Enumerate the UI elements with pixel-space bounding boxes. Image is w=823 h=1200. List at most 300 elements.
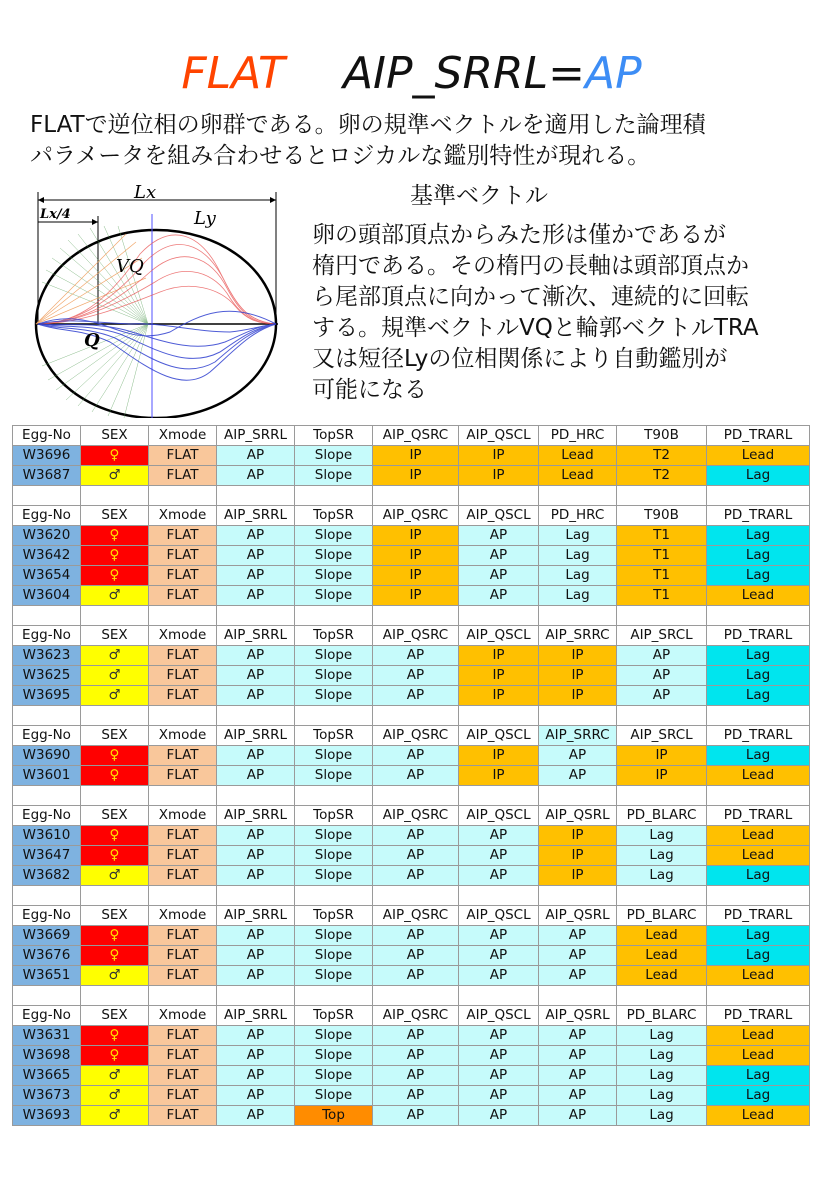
table-cell: Lag: [617, 826, 707, 846]
table-cell: Lag: [539, 526, 617, 546]
table-cell: FLAT: [149, 1026, 217, 1046]
egg-classification-table: [12, 425, 810, 1126]
table-cell: T1: [617, 566, 707, 586]
header-cell: AIP_SRRL: [217, 506, 295, 526]
sex-cell: ♀: [81, 746, 149, 766]
table-header-row: [13, 1006, 810, 1026]
table-cell: Lag: [707, 546, 810, 566]
table-row: [13, 546, 810, 566]
table-cell: Lag: [707, 926, 810, 946]
table-cell: FLAT: [149, 966, 217, 986]
table-cell: Lead: [707, 966, 810, 986]
egg-number-cell: W3625: [13, 666, 81, 686]
table-spacer: [13, 706, 810, 726]
table-cell: AP: [217, 746, 295, 766]
header-cell: AIP_SRRL: [217, 1006, 295, 1026]
table-cell: FLAT: [149, 526, 217, 546]
table-cell: FLAT: [149, 1066, 217, 1086]
vector-line: 卵の頭部頂点からみた形は僅かであるが: [312, 222, 726, 248]
table-row: [13, 666, 810, 686]
table-row: [13, 566, 810, 586]
header-cell: Egg-No: [13, 626, 81, 646]
sex-cell: ♀: [81, 446, 149, 466]
table-cell: Lag: [617, 1046, 707, 1066]
sex-cell: ♀: [81, 926, 149, 946]
header-cell: AIP_SRCL: [617, 726, 707, 746]
table-cell: FLAT: [149, 746, 217, 766]
sex-cell: ♀: [81, 846, 149, 866]
table-cell: IP: [539, 666, 617, 686]
table-cell: Slope: [295, 546, 373, 566]
table-cell: AP: [459, 526, 539, 546]
table-cell: Slope: [295, 866, 373, 886]
header-cell: PD_HRC: [539, 506, 617, 526]
sex-cell: ♀: [81, 546, 149, 566]
header-cell: AIP_SRRL: [217, 726, 295, 746]
header-cell: AIP_QSCL: [459, 506, 539, 526]
table-cell: Lag: [707, 566, 810, 586]
vector-line: 又は短径Lyの位相関係により自動鑑別が: [312, 346, 728, 372]
table-cell: AP: [539, 746, 617, 766]
table-cell: Lag: [617, 1066, 707, 1086]
table-cell: IP: [539, 646, 617, 666]
header-cell: AIP_QSCL: [459, 626, 539, 646]
egg-number-cell: W3695: [13, 686, 81, 706]
egg-number-cell: W3654: [13, 566, 81, 586]
table-cell: Slope: [295, 1046, 373, 1066]
header-cell: TopSR: [295, 626, 373, 646]
table-cell: AP: [373, 1106, 459, 1126]
table-cell: AP: [217, 1066, 295, 1086]
intro-line: FLATで逆位相の卵群である。卵の規準ベクトルを適用した論理積: [30, 112, 706, 138]
table-cell: IP: [617, 766, 707, 786]
table-cell: IP: [459, 686, 539, 706]
sex-cell: ♂: [81, 646, 149, 666]
table-cell: AP: [373, 826, 459, 846]
header-cell: SEX: [81, 906, 149, 926]
table-cell: FLAT: [149, 546, 217, 566]
table-cell: AP: [217, 1026, 295, 1046]
table-cell: AP: [217, 946, 295, 966]
table-cell: Lead: [707, 826, 810, 846]
table-cell: AP: [217, 766, 295, 786]
sex-cell: ♀: [81, 826, 149, 846]
header-cell: TopSR: [295, 1006, 373, 1026]
table-cell: Lead: [707, 1026, 810, 1046]
table-header-row: [13, 806, 810, 826]
header-cell: TopSR: [295, 906, 373, 926]
table-row: [13, 1106, 810, 1126]
header-cell: T90B: [617, 426, 707, 446]
table-cell: T1: [617, 546, 707, 566]
table-cell: Slope: [295, 1086, 373, 1106]
sex-cell: ♂: [81, 666, 149, 686]
table-cell: AP: [459, 546, 539, 566]
title-aip-srrl: AIP_SRRL=: [342, 48, 586, 99]
table-cell: Slope: [295, 526, 373, 546]
table-cell: IP: [459, 746, 539, 766]
header-cell: Xmode: [149, 906, 217, 926]
table-cell: AP: [217, 446, 295, 466]
diagram-label-q: Q: [84, 330, 100, 351]
table-cell: Lag: [617, 846, 707, 866]
table-cell: IP: [373, 446, 459, 466]
table-cell: AP: [539, 1026, 617, 1046]
egg-number-cell: W3687: [13, 466, 81, 486]
table-cell: FLAT: [149, 866, 217, 886]
table-row: [13, 686, 810, 706]
table-row: [13, 946, 810, 966]
header-cell: PD_TRARL: [707, 726, 810, 746]
header-cell: Xmode: [149, 506, 217, 526]
header-cell: AIP_QSCL: [459, 726, 539, 746]
table-cell: IP: [459, 646, 539, 666]
table-cell: Lag: [707, 466, 810, 486]
table-cell: AP: [459, 586, 539, 606]
table-cell: FLAT: [149, 846, 217, 866]
table-cell: AP: [459, 1106, 539, 1126]
table-header-row: [13, 906, 810, 926]
table-cell: AP: [539, 766, 617, 786]
table-cell: T1: [617, 586, 707, 606]
header-cell: AIP_QSRC: [373, 626, 459, 646]
table-cell: Lead: [707, 846, 810, 866]
header-cell: Xmode: [149, 806, 217, 826]
table-cell: AP: [217, 466, 295, 486]
header-cell: AIP_QSCL: [459, 906, 539, 926]
table-cell: Slope: [295, 686, 373, 706]
diagram-label-ly: Ly: [194, 208, 216, 229]
table-header-row: [13, 726, 810, 746]
table-cell: Lag: [707, 686, 810, 706]
header-cell: PD_BLARC: [617, 906, 707, 926]
sex-cell: ♂: [81, 1086, 149, 1106]
table-cell: AP: [373, 1066, 459, 1086]
table-cell: AP: [539, 966, 617, 986]
table-cell: AP: [539, 1066, 617, 1086]
sex-cell: ♂: [81, 466, 149, 486]
table-cell: AP: [459, 966, 539, 986]
table-cell: AP: [373, 946, 459, 966]
table-cell: FLAT: [149, 686, 217, 706]
header-cell: PD_TRARL: [707, 906, 810, 926]
table-cell: AP: [217, 686, 295, 706]
header-cell: AIP_SRRL: [217, 626, 295, 646]
table-cell: AP: [217, 1106, 295, 1126]
sex-cell: ♂: [81, 966, 149, 986]
header-cell: SEX: [81, 426, 149, 446]
header-cell: AIP_SRRL: [217, 426, 295, 446]
header-cell: AIP_QSRC: [373, 906, 459, 926]
table-cell: IP: [373, 466, 459, 486]
egg-vector-diagram: [30, 182, 292, 418]
table-cell: IP: [459, 666, 539, 686]
table-row: [13, 586, 810, 606]
table-cell: FLAT: [149, 466, 217, 486]
title-flat: FLAT: [181, 48, 285, 99]
table-cell: Lead: [539, 446, 617, 466]
table-cell: Slope: [295, 646, 373, 666]
table-cell: AP: [373, 1046, 459, 1066]
header-cell: AIP_QSRC: [373, 506, 459, 526]
table-spacer: [13, 986, 810, 1006]
table-row: [13, 926, 810, 946]
table-cell: AP: [539, 926, 617, 946]
table-cell: IP: [539, 826, 617, 846]
table-cell: AP: [217, 926, 295, 946]
table-cell: AP: [373, 646, 459, 666]
table-cell: AP: [217, 666, 295, 686]
sex-cell: ♀: [81, 946, 149, 966]
vector-line: ら尾部頂点に向かって漸次、連続的に回転: [312, 284, 749, 310]
header-cell: AIP_QSCL: [459, 426, 539, 446]
table-cell: Lead: [707, 766, 810, 786]
table-cell: AP: [459, 566, 539, 586]
table-row: [13, 966, 810, 986]
egg-number-cell: W3601: [13, 766, 81, 786]
table-row: [13, 766, 810, 786]
header-cell: Egg-No: [13, 906, 81, 926]
intro-line: パラメータを組み合わせるとロジカルな鑑別特性が現れる。: [30, 143, 651, 169]
table-cell: AP: [459, 826, 539, 846]
header-cell: PD_TRARL: [707, 626, 810, 646]
vector-section-title: 基準ベクトル: [410, 183, 548, 209]
table-cell: Lag: [617, 1086, 707, 1106]
table-cell: Slope: [295, 966, 373, 986]
header-cell: Xmode: [149, 426, 217, 446]
header-cell: AIP_QSRC: [373, 426, 459, 446]
table-row: [13, 1026, 810, 1046]
table-cell: FLAT: [149, 646, 217, 666]
table-cell: AP: [373, 686, 459, 706]
sex-cell: ♂: [81, 1066, 149, 1086]
table-cell: AP: [373, 746, 459, 766]
table-cell: AP: [217, 586, 295, 606]
table-cell: AP: [217, 646, 295, 666]
table-spacer: [13, 886, 810, 906]
table-row: [13, 466, 810, 486]
table-cell: IP: [373, 586, 459, 606]
diagram-label-lx: Lx: [134, 182, 157, 203]
table-cell: AP: [373, 926, 459, 946]
table-cell: FLAT: [149, 666, 217, 686]
table-cell: Slope: [295, 1026, 373, 1046]
table-cell: AP: [373, 666, 459, 686]
egg-number-cell: W3673: [13, 1086, 81, 1106]
egg-number-cell: W3623: [13, 646, 81, 666]
table-cell: Lead: [707, 1106, 810, 1126]
table-cell: AP: [373, 1026, 459, 1046]
table-cell: IP: [373, 546, 459, 566]
sex-cell: ♀: [81, 1026, 149, 1046]
diagram-label-vq: VQ: [116, 256, 144, 277]
table-cell: AP: [459, 1066, 539, 1086]
table-cell: Lag: [707, 946, 810, 966]
table-cell: Lag: [707, 666, 810, 686]
table-cell: FLAT: [149, 1046, 217, 1066]
table-cell: Lag: [539, 566, 617, 586]
header-cell: Egg-No: [13, 506, 81, 526]
header-cell: PD_TRARL: [707, 806, 810, 826]
table-cell: FLAT: [149, 926, 217, 946]
sex-cell: ♂: [81, 686, 149, 706]
header-cell: Egg-No: [13, 426, 81, 446]
table-row: [13, 1046, 810, 1066]
table-cell: Lead: [617, 926, 707, 946]
table-cell: Lag: [707, 526, 810, 546]
table-cell: FLAT: [149, 566, 217, 586]
table-cell: AP: [217, 566, 295, 586]
table-cell: Slope: [295, 466, 373, 486]
sex-cell: ♀: [81, 566, 149, 586]
table-cell: FLAT: [149, 826, 217, 846]
header-cell: AIP_SRRC: [539, 626, 617, 646]
table-cell: FLAT: [149, 586, 217, 606]
table-row: [13, 846, 810, 866]
table-cell: AP: [459, 846, 539, 866]
header-cell: Egg-No: [13, 806, 81, 826]
table-cell: Lag: [539, 586, 617, 606]
table-cell: AP: [459, 1086, 539, 1106]
table-cell: Lag: [617, 866, 707, 886]
table-cell: IP: [459, 766, 539, 786]
sex-cell: ♂: [81, 1106, 149, 1126]
intro-text: [30, 110, 810, 172]
header-cell: PD_TRARL: [707, 1006, 810, 1026]
header-cell: AIP_QSRL: [539, 906, 617, 926]
header-cell: AIP_QSRC: [373, 1006, 459, 1026]
header-cell: SEX: [81, 726, 149, 746]
table-cell: IP: [373, 566, 459, 586]
table-header-row: [13, 626, 810, 646]
table-cell: AP: [217, 546, 295, 566]
table-cell: AP: [539, 1086, 617, 1106]
table-cell: IP: [459, 446, 539, 466]
egg-number-cell: W3693: [13, 1106, 81, 1126]
table-cell: Slope: [295, 1066, 373, 1086]
header-cell: AIP_QSRC: [373, 806, 459, 826]
table-cell: FLAT: [149, 766, 217, 786]
table-cell: Lead: [617, 946, 707, 966]
header-cell: AIP_SRRL: [217, 906, 295, 926]
table-cell: AP: [217, 846, 295, 866]
table-cell: Lag: [707, 646, 810, 666]
header-cell: AIP_QSRC: [373, 726, 459, 746]
egg-number-cell: W3665: [13, 1066, 81, 1086]
table-cell: AP: [373, 1086, 459, 1106]
table-cell: AP: [617, 646, 707, 666]
table-cell: Slope: [295, 586, 373, 606]
table-cell: IP: [539, 866, 617, 886]
egg-number-cell: W3642: [13, 546, 81, 566]
table-cell: AP: [459, 1046, 539, 1066]
table-cell: IP: [539, 846, 617, 866]
table-cell: Slope: [295, 846, 373, 866]
table-row: [13, 1086, 810, 1106]
header-cell: AIP_QSRL: [539, 806, 617, 826]
sex-cell: ♀: [81, 766, 149, 786]
table-row: [13, 746, 810, 766]
header-cell: AIP_SRRC: [539, 726, 617, 746]
table-cell: AP: [539, 1106, 617, 1126]
table-cell: AP: [539, 946, 617, 966]
table-cell: IP: [459, 466, 539, 486]
table-cell: Slope: [295, 926, 373, 946]
table-cell: Lag: [539, 546, 617, 566]
table-header-row: [13, 506, 810, 526]
table-cell: AP: [539, 1046, 617, 1066]
table-cell: AP: [373, 846, 459, 866]
table-cell: Top: [295, 1106, 373, 1126]
table-cell: FLAT: [149, 946, 217, 966]
table-cell: Lag: [617, 1026, 707, 1046]
header-cell: Xmode: [149, 726, 217, 746]
egg-number-cell: W3698: [13, 1046, 81, 1066]
table-cell: Lead: [707, 1046, 810, 1066]
table-cell: FLAT: [149, 1086, 217, 1106]
table-cell: AP: [459, 866, 539, 886]
table-cell: Lag: [707, 1066, 810, 1086]
egg-number-cell: W3651: [13, 966, 81, 986]
egg-number-cell: W3669: [13, 926, 81, 946]
table-cell: Slope: [295, 766, 373, 786]
table-cell: AP: [217, 1086, 295, 1106]
egg-number-cell: W3682: [13, 866, 81, 886]
table-spacer: [13, 486, 810, 506]
vector-line: 可能になる: [312, 377, 427, 403]
table-cell: AP: [373, 966, 459, 986]
header-cell: AIP_QSCL: [459, 1006, 539, 1026]
table-cell: AP: [217, 526, 295, 546]
header-cell: SEX: [81, 626, 149, 646]
header-cell: PD_TRARL: [707, 426, 810, 446]
egg-number-cell: W3631: [13, 1026, 81, 1046]
table-spacer: [13, 606, 810, 626]
table-cell: Lag: [617, 1106, 707, 1126]
table-cell: AP: [217, 866, 295, 886]
egg-number-cell: W3610: [13, 826, 81, 846]
header-cell: Xmode: [149, 626, 217, 646]
vector-line: する。規準ベクトルVQと輪郭ベクトルTRA: [312, 315, 759, 341]
header-cell: TopSR: [295, 726, 373, 746]
header-cell: SEX: [81, 506, 149, 526]
header-cell: Xmode: [149, 1006, 217, 1026]
diagram-label-lx4: Lx/4: [40, 207, 71, 222]
egg-number-cell: W3604: [13, 586, 81, 606]
table-cell: Slope: [295, 746, 373, 766]
table-cell: AP: [217, 966, 295, 986]
table-cell: AP: [459, 1026, 539, 1046]
table-cell: AP: [459, 946, 539, 966]
header-cell: AIP_SRCL: [617, 626, 707, 646]
table-cell: Slope: [295, 566, 373, 586]
table-cell: Slope: [295, 446, 373, 466]
table-cell: FLAT: [149, 1106, 217, 1126]
egg-number-cell: W3696: [13, 446, 81, 466]
sex-cell: ♀: [81, 1046, 149, 1066]
table-cell: Slope: [295, 946, 373, 966]
sex-cell: ♂: [81, 586, 149, 606]
table-cell: Lead: [539, 466, 617, 486]
sex-cell: ♀: [81, 526, 149, 546]
table-cell: Lag: [707, 866, 810, 886]
table-cell: Slope: [295, 826, 373, 846]
table-spacer: [13, 786, 810, 806]
egg-number-cell: W3676: [13, 946, 81, 966]
table-cell: IP: [617, 746, 707, 766]
header-cell: Egg-No: [13, 726, 81, 746]
table-cell: T1: [617, 526, 707, 546]
